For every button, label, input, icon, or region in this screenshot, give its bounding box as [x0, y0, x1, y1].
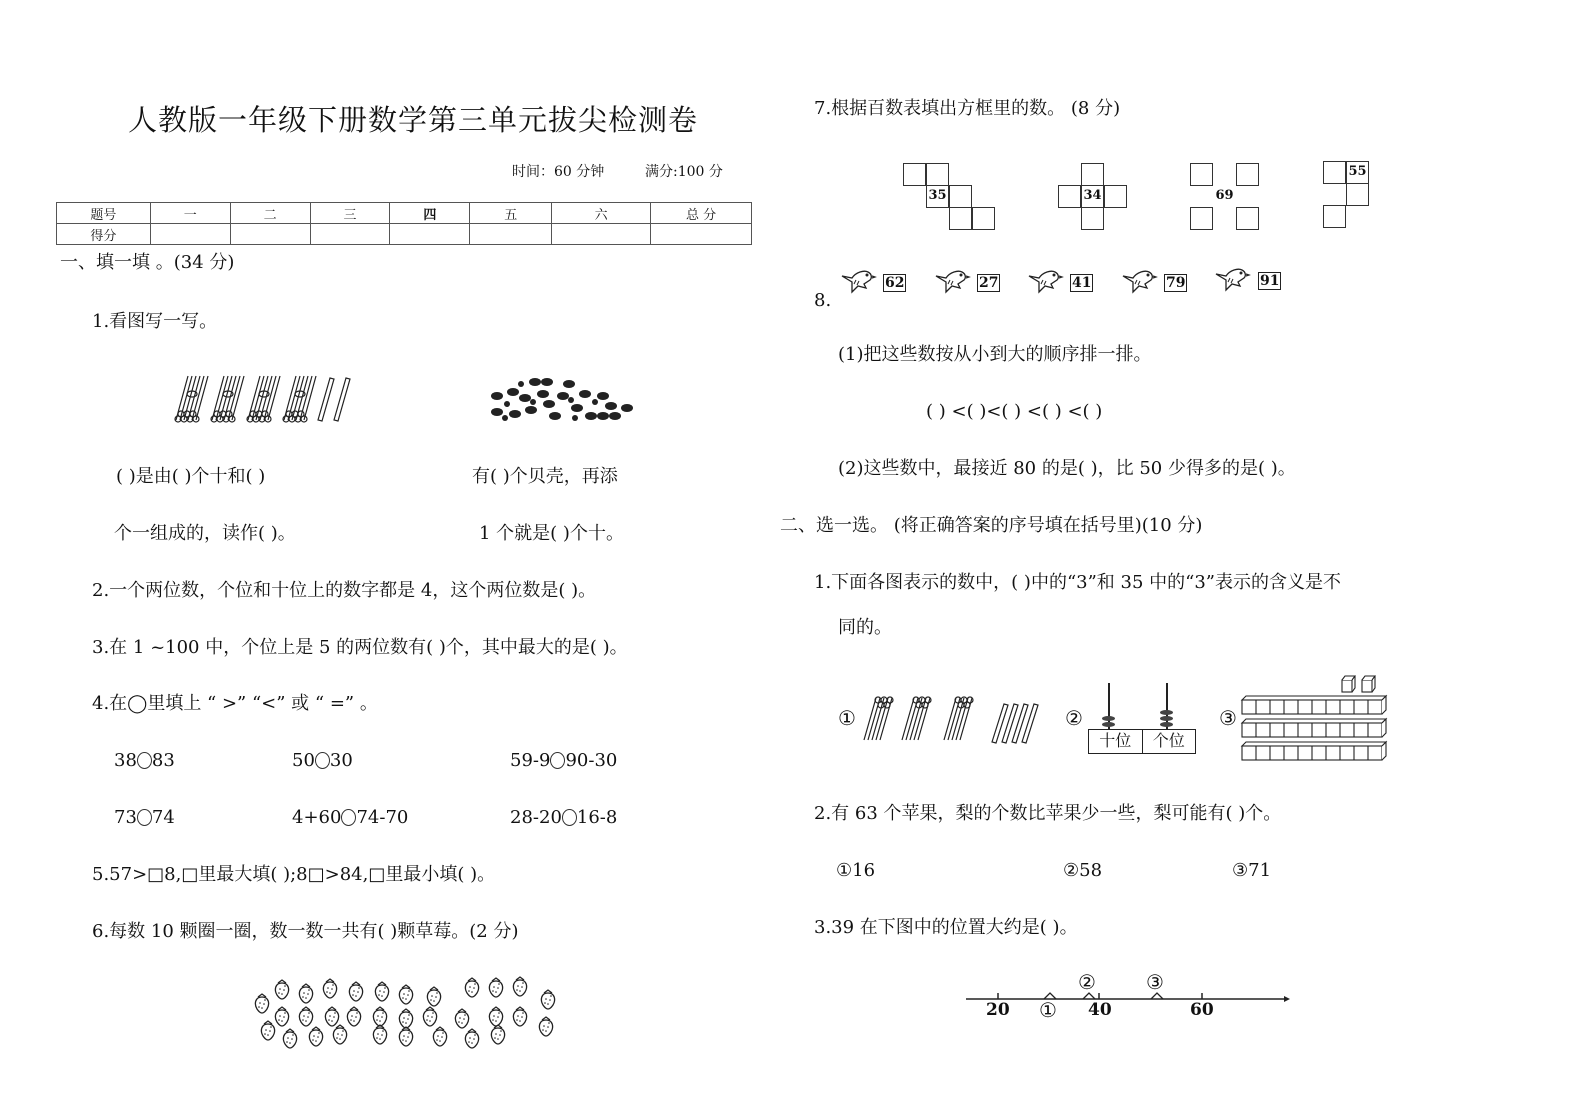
q4-label: 4.在◯里填上 “ >” “<” 或 “ =” 。	[92, 693, 378, 714]
grid-cell[interactable]	[1236, 207, 1259, 230]
shells-illustration	[485, 372, 645, 424]
score-cell[interactable]	[230, 224, 310, 245]
s2-q2-text: 2.有 63 个苹果，梨的个数比苹果少一些，梨可能有( )个。	[814, 803, 1282, 824]
compare-left: 73	[114, 807, 137, 828]
bird-number: 41	[1072, 275, 1092, 291]
abacus-bead	[1160, 710, 1173, 715]
grid-cell[interactable]	[1058, 185, 1081, 208]
compare-circle[interactable]	[137, 809, 152, 826]
s2-q2-option[interactable]: ①16	[836, 860, 876, 881]
grid-cell-given: 69	[1213, 185, 1236, 208]
score-table-score-row	[57, 224, 752, 245]
abacus-bead	[1160, 722, 1173, 727]
score-row-label: 得分	[57, 224, 151, 245]
score-cell[interactable]	[552, 224, 651, 245]
grid-cell[interactable]	[926, 163, 949, 186]
bird-number: 79	[1166, 275, 1186, 291]
s2-q1-line1: 1.下面各图表示的数中，( )中的“3”和 35 中的“3”表示的含义是不	[814, 572, 1341, 593]
compare-item	[510, 750, 617, 772]
compare-circle[interactable]	[315, 752, 330, 769]
option-2-abacus	[1088, 683, 1198, 755]
q8-sub2: (2)这些数中，最接近 80 的是( )，比 50 少得多的是( )。	[838, 458, 1296, 479]
grid-cell[interactable]	[1236, 163, 1259, 186]
score-cell[interactable]	[150, 224, 230, 245]
q1-right-line1: 有( )个贝壳，再添	[472, 466, 618, 487]
compare-item	[510, 807, 617, 829]
tick-label: 60	[1190, 1000, 1214, 1020]
grid-cell[interactable]	[903, 163, 926, 186]
bird-number: 27	[979, 275, 999, 291]
option-1-marker: ①	[838, 706, 856, 730]
s2-q2-option[interactable]: ②58	[1063, 860, 1103, 881]
bird-icon	[1027, 268, 1067, 296]
tick-label: 20	[986, 1000, 1010, 1020]
bird-icon	[934, 268, 974, 296]
score-cell[interactable]	[470, 224, 552, 245]
section2-title: 二、选一选。 (将正确答案的序号填在括号里)(10 分)	[780, 515, 1203, 536]
exam-full-score: 满分:100 分	[645, 164, 723, 180]
q8-label: 8.	[814, 290, 832, 311]
grid-cell[interactable]	[1081, 207, 1104, 230]
compare-right: 16-8	[576, 807, 618, 828]
grid-cell[interactable]	[1323, 161, 1346, 184]
header-cell: 四	[390, 203, 470, 224]
option-3-marker: ③	[1219, 706, 1237, 730]
abacus-bead	[1160, 716, 1173, 721]
number-line	[966, 970, 1296, 1028]
grid-cell-given: 35	[926, 185, 949, 208]
q1-label: 1.看图写一写。	[92, 311, 218, 332]
compare-item	[292, 807, 408, 829]
bundled-sticks-illustration	[160, 372, 360, 424]
s2-q1-line2: 同的。	[838, 617, 892, 638]
bird-number: 62	[885, 275, 905, 291]
grid-cell-given: 55	[1346, 161, 1369, 184]
abacus-bead	[1102, 722, 1115, 727]
header-cell: 二	[230, 203, 310, 224]
score-cell[interactable]	[390, 224, 470, 245]
grid-cell[interactable]	[1190, 207, 1213, 230]
q8-sub1-blanks: ( ) <( )<( ) <( ) <( )	[926, 401, 1103, 422]
bird-icon	[1214, 266, 1254, 294]
header-cell: 一	[150, 203, 230, 224]
bird-icon	[1121, 268, 1161, 296]
abacus-bead	[1102, 716, 1115, 721]
s2-q2-option[interactable]: ③71	[1232, 860, 1272, 881]
strawberries-illustration	[250, 975, 560, 1060]
grid-cell[interactable]	[1346, 183, 1369, 206]
option-2-marker: ②	[1065, 706, 1083, 730]
compare-circle[interactable]	[341, 809, 356, 826]
grid-cell[interactable]	[1323, 205, 1346, 228]
compare-item	[114, 750, 175, 772]
q3-text: 3.在 1 ~100 中，个位上是 5 的两位数有( )个，其中最大的是( )。	[92, 637, 628, 658]
header-cell: 题号	[57, 203, 151, 224]
compare-right: 83	[151, 750, 175, 771]
compare-left: 4+60	[292, 807, 342, 828]
compare-left: 59-9	[510, 750, 551, 771]
q1-right-line2: 1 个就是( )个十。	[479, 523, 624, 544]
abacus-base	[1088, 729, 1196, 754]
abacus-label-tens: 十位	[1089, 730, 1143, 753]
score-cell[interactable]	[310, 224, 390, 245]
header-cell: 五	[470, 203, 552, 224]
compare-left: 38	[114, 750, 137, 771]
section1-title: 一、填一填 。(34 分)	[60, 252, 235, 273]
score-cell[interactable]	[651, 224, 752, 245]
header-cell: 六	[552, 203, 651, 224]
compare-item	[292, 750, 353, 772]
grid-cell[interactable]	[949, 185, 972, 208]
option-1-sticks-illustration	[858, 692, 1048, 744]
q6-text: 6.每数 10 颗圈一圈，数一数一共有( )颗草莓。(2 分)	[92, 921, 519, 942]
bird-number: 91	[1260, 273, 1280, 289]
compare-right: 30	[329, 750, 353, 771]
q1-left-line2: 个一组成的，读作( )。	[114, 523, 296, 544]
q5-text: 5.57>□8,□里最大填( );8□>84,□里最小填( )。	[92, 864, 496, 885]
abacus-label-ones: 个位	[1152, 731, 1185, 750]
s2-q3-text: 3.39 在下图中的位置大约是( )。	[814, 917, 1078, 938]
page-title: 人教版一年级下册数学第三单元拔尖检测卷	[128, 103, 699, 137]
grid-cell[interactable]	[949, 207, 972, 230]
score-table-header-row	[57, 203, 752, 224]
compare-item	[114, 807, 175, 829]
grid-cell[interactable]	[1104, 185, 1127, 208]
grid-cell[interactable]	[1081, 163, 1104, 186]
marker-3[interactable]: ③	[1146, 970, 1164, 994]
bird-icon	[840, 268, 880, 296]
q7-label: 7.根据百数表填出方框里的数。 (8 分)	[814, 98, 1121, 119]
q2-text: 2.一个两位数，个位和十位上的数字都是 4，这个两位数是( )。	[92, 580, 597, 601]
grid-cell[interactable]	[972, 207, 995, 230]
tick-label: 40	[1088, 1000, 1112, 1020]
compare-circle[interactable]	[562, 809, 577, 826]
header-cell: 总 分	[651, 203, 752, 224]
exam-time: 时间：60 分钟	[512, 164, 605, 180]
grid-cell[interactable]	[1190, 163, 1213, 186]
compare-left: 50	[292, 750, 315, 771]
header-cell: 三	[310, 203, 390, 224]
q1-left-line1: ( )是由( )个十和( )	[116, 466, 266, 487]
grid-cell-given: 34	[1081, 185, 1104, 208]
marker-1[interactable]: ①	[1039, 998, 1057, 1022]
number-line-axis	[966, 973, 1296, 1003]
compare-right: 74-70	[356, 807, 409, 828]
compare-right: 74	[151, 807, 175, 828]
score-table	[56, 202, 752, 245]
q8-sub1: (1)把这些数按从小到大的顺序排一排。	[838, 344, 1152, 365]
compare-circle[interactable]	[137, 752, 152, 769]
option-3-cubes-illustration	[1240, 674, 1388, 766]
compare-circle[interactable]	[550, 752, 565, 769]
marker-2[interactable]: ②	[1078, 970, 1096, 994]
compare-right: 90-30	[565, 750, 618, 771]
compare-left: 28-20	[510, 807, 562, 828]
